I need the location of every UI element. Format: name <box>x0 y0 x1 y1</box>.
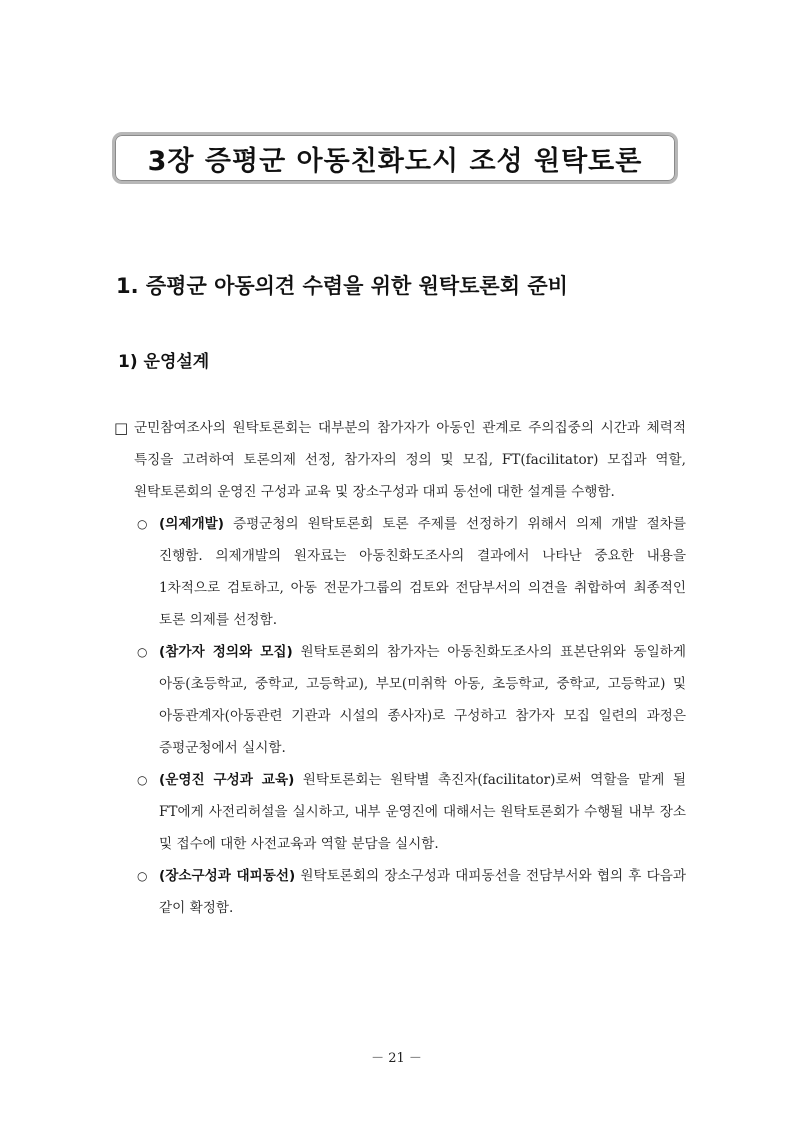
bullet-item-participants <box>137 636 686 764</box>
bullet-marker: ○ <box>137 869 148 883</box>
bullet-text <box>159 860 686 924</box>
bullet-text <box>159 508 686 636</box>
bullet-heading: (의제개발) <box>159 516 224 532</box>
subsection-title: 1) 운영설계 <box>118 352 210 372</box>
bullet-marker: ○ <box>137 773 148 787</box>
bullet-heading: (장소구성과 대피동선) <box>159 868 296 884</box>
bullet-item-venue <box>137 860 686 924</box>
bullet-item-agenda <box>137 508 686 636</box>
body-content <box>114 412 686 924</box>
bullet-marker: ○ <box>137 517 148 531</box>
bullet-text <box>159 764 686 860</box>
page-number: － 21 － <box>371 1051 422 1066</box>
bullet-marker: ○ <box>137 645 148 659</box>
bullet-heading: (참가자 정의와 모집) <box>159 644 293 660</box>
intro-text: 군민참여조사의 원탁토론회는 대부분의 참가자가 아동인 관계로 주의집중의 시간과 체력적 특징을 고려하여 토론의제 선정, 참가자의 정의 및 모집, FT(facilitator) 모집과 역할, 원탁토론회의 운영진 구성과 교육 및 장소구성과 대피 동선에 대한 설계를 수행함. <box>134 420 686 500</box>
intro-paragraph <box>114 412 686 508</box>
chapter-title: 3장 증평군 아동친화도시 조성 원탁토론 <box>147 145 643 177</box>
chapter-title-box <box>112 132 678 184</box>
bullet-body: 원탁토론회의 참가자는 아동친화도조사의 표본단위와 동일하게 아동(초등학교, 중학교, 고등학교), 부모(미취학 아동, 초등학교, 중학교, 고등학교) 및 아동관계자(아동관련 기관과 시설의 종사자)로 구성하고 참가자 모집 일련의 과정은 증평군청에서 실시함. <box>159 644 687 756</box>
section-title: 1. 증평군 아동의견 수렴을 위한 원탁토론회 준비 <box>116 274 568 298</box>
checkbox-marker: □ <box>114 419 129 437</box>
bullet-body: 증평군청의 원탁토론회 토론 주제를 선정하기 위해서 의제 개발 절차를 진행함. 의제개발의 원자료는 아동친화도조사의 결과에서 나타난 중요한 내용을 1차적으로 검토하고, 아동 전문가그룹의 검토와 전담부서의 의견을 취합하여 최종적인 토론 의제를 선정함. <box>159 516 686 628</box>
bullet-body: 원탁토론회는 원탁별 촉진자(facilitator)로써 역할을 맡게 될 FT에게 사전리허설을 실시하고, 내부 운영진에 대해서는 원탁토론회가 수행될 내부 장소 및 접수에 대한 사전교육과 역할 분담을 실시함. <box>159 772 686 852</box>
bullet-text <box>159 636 686 764</box>
bullet-body: 원탁토론회의 장소구성과 대피동선을 전담부서와 협의 후 다음과 같이 확정함. <box>159 868 686 916</box>
bullet-heading: (운영진 구성과 교육) <box>159 772 295 788</box>
bullet-item-staff <box>137 764 686 860</box>
